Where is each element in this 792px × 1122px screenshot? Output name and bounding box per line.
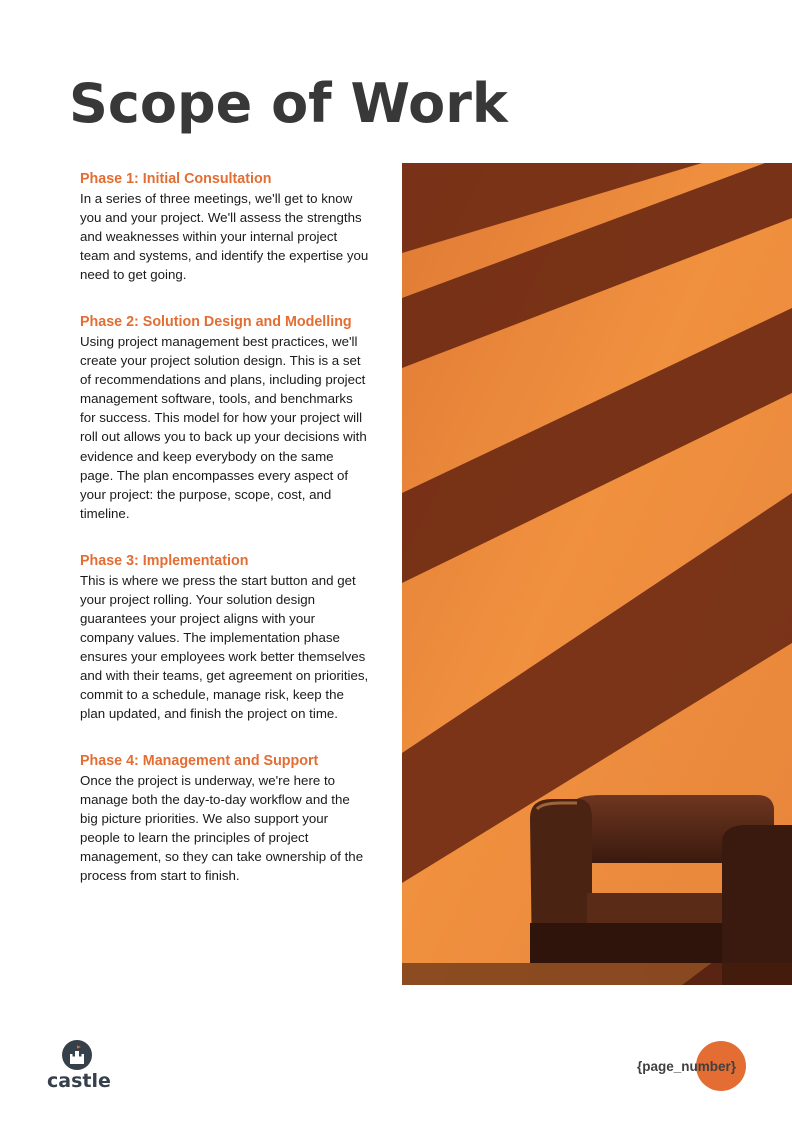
phase-section [80, 170, 370, 284]
orange-wall-armchair-photo [402, 163, 792, 985]
phase-heading: Phase 1: Initial Consultation [80, 171, 272, 187]
phase-heading: Phase 3: Implementation [80, 552, 249, 569]
phase-section [80, 752, 370, 885]
page-title: Scope of Work [69, 72, 508, 135]
page-number: {page_number} [636, 1059, 736, 1074]
phases-list [80, 170, 370, 914]
phase-body: Once the project is underway, we're here to manage both the day-to-day workflow and the big picture priorities. We also support your people to learn the principles of project management, so they can take ownership of the process from start to finish. [80, 773, 364, 884]
castle-logo [44, 1039, 110, 1095]
phase-heading: Phase 4: Management and Support [80, 753, 319, 770]
phase-body: Using project management best practices, we'll create your project solution design. This is a set of recommendations and plans, including project management software, tools, and benchmarks for success. This model for how your project will roll out allows you to back up your decisions with evidence and keep everybody on the same page. The plan encompasses every aspect of your project: the purpose, scope, cost, and timeline. [80, 334, 367, 521]
phase-section [80, 552, 370, 723]
floor-shadow [402, 963, 792, 985]
photo-illustration [402, 163, 792, 985]
armchair-right-arm [722, 825, 792, 985]
castle-logo-icon [61, 1039, 93, 1071]
phase-heading: Phase 2: Solution Design and Modelling [80, 314, 352, 331]
phase-body: In a series of three meetings, we'll get to know you and your project. We'll assess the strengths and weaknesses within your internal project team and systems, and identify the expertise you need to get going. [80, 191, 369, 283]
logo-wordmark: castle [47, 1070, 111, 1092]
phase-section [80, 313, 370, 522]
phase-body: This is where we press the start button and get your project rolling. Your solution design guarantees your project aligns with your company values. The implementation phase ensures your employees work better themselves and with their teams, get agreement on priorities, commit to a schedule, manage risk, keep the plan updated, and finish the project on time. [80, 572, 369, 722]
